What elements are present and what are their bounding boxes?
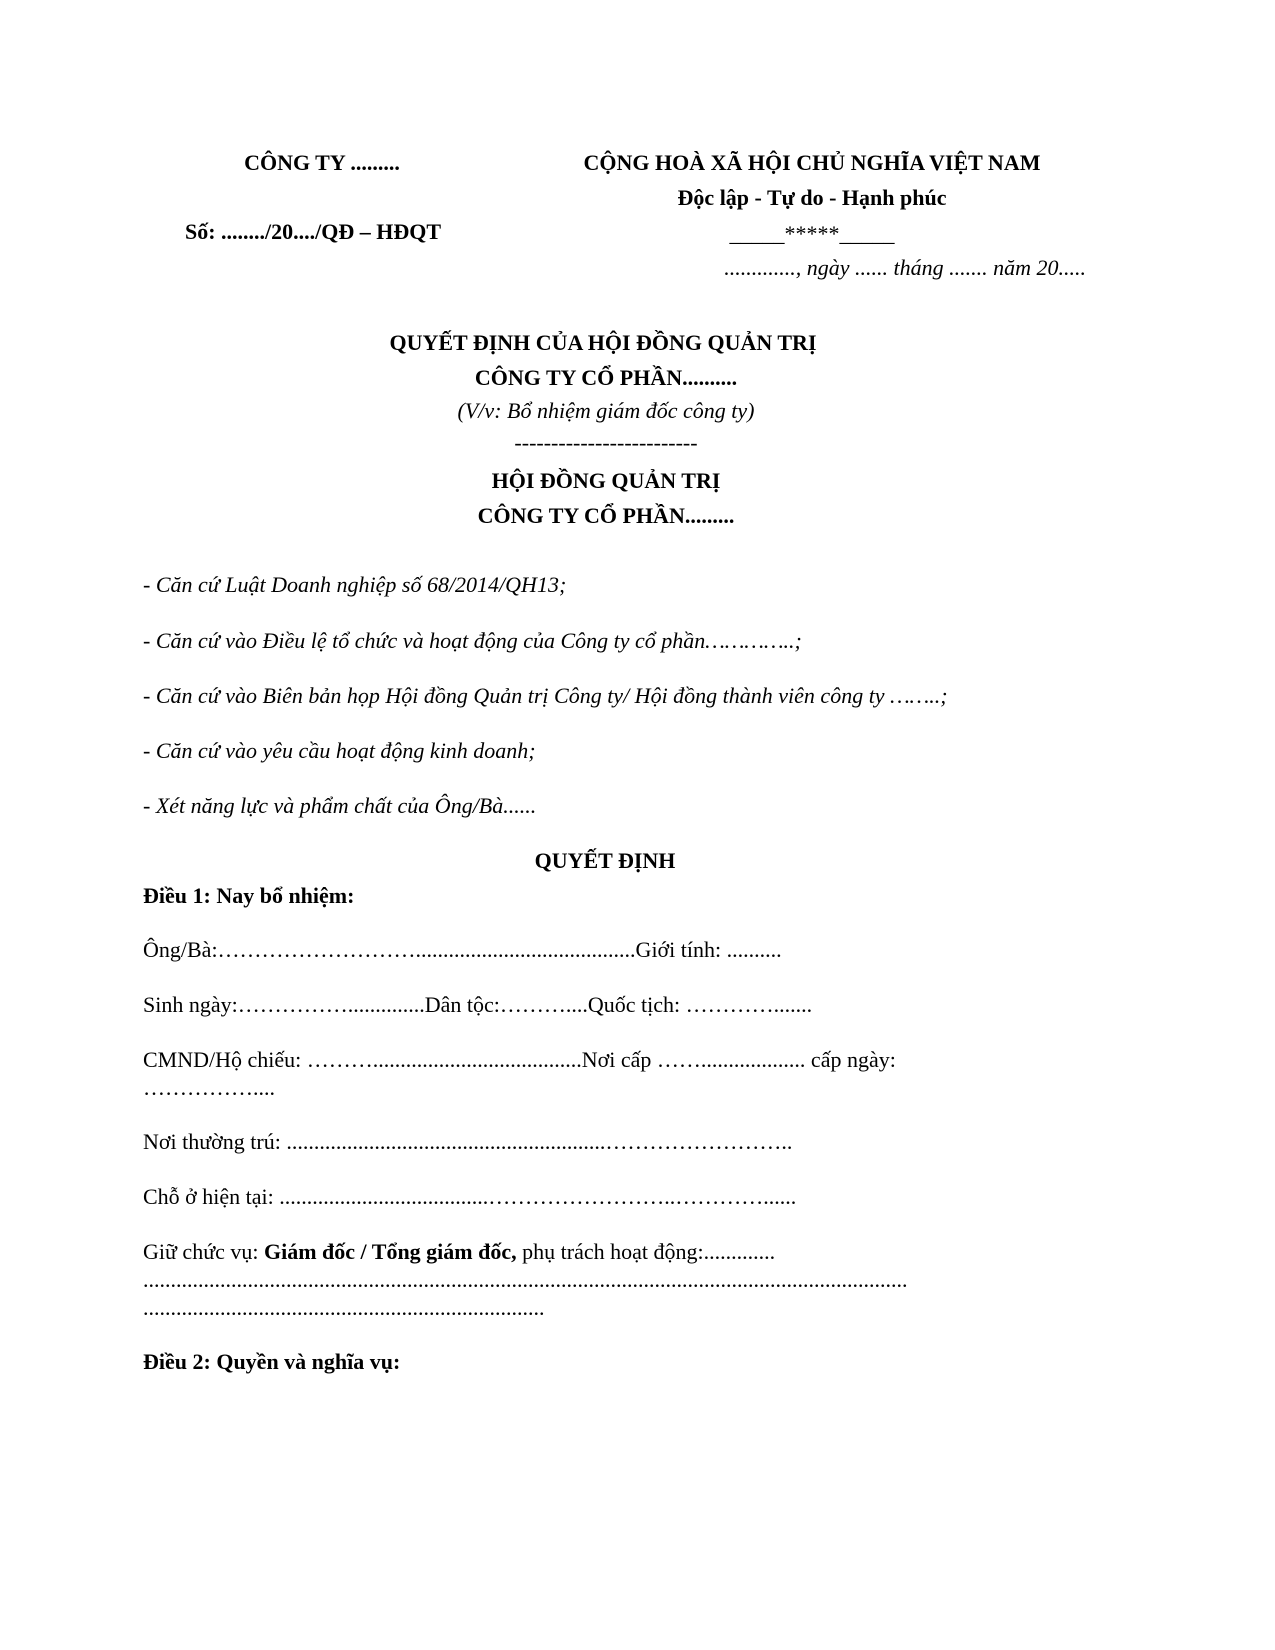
company-name: CÔNG TY ......... [244,150,400,175]
header-separator: _____*****_____ [729,221,895,246]
dotted-line: ......................................................................... [143,1295,545,1320]
motto: Độc lập - Tự do - Hạnh phúc [677,185,947,210]
basis-item: - Xét năng lực và phẩm chất của Ông/Bà...... [143,793,537,818]
basis-item: - Căn cứ vào Điều lệ tổ chức và hoạt động của Công ty cổ phần…………..; [143,628,802,653]
dotted-line: ........................................................................................................................................... [143,1267,908,1292]
current-address-field: Chỗ ở hiện tại: ......................................……………………..…………...... [143,1184,797,1209]
issuer-company: CÔNG TY CỔ PHẦN......... [477,503,735,528]
article1-heading: Điều 1: Nay bổ nhiệm: [143,883,355,908]
name-field: Ông/Bà:………………………........................................Giới tính: .......... [143,937,782,962]
decision-number: Số: ......../20..../QĐ – HĐQT [185,219,442,244]
basis-item: - Căn cứ vào yêu cầu hoạt động kinh doanh; [143,738,536,763]
position-suffix: phụ trách hoạt động:............. [516,1239,776,1264]
document-subject: (V/v: Bổ nhiệm giám đốc công ty) [457,398,755,423]
position-field [143,1239,775,1265]
decision-heading: QUYẾT ĐỊNH [534,848,676,873]
issuer-title: HỘI ĐỒNG QUẢN TRỊ [491,468,721,493]
basis-item: - Căn cứ vào Biên bản họp Hội đồng Quản trị Công ty/ Hội đồng thành viên công ty ……..; [143,683,948,708]
position-title: Giám đốc / Tổng giám đốc, [264,1239,517,1264]
nation-title: CỘNG HOÀ XÃ HỘI CHỦ NGHĨA VIỆT NAM [583,150,1041,175]
date-line: ............., ngày ...... tháng ....... năm 20..... [724,255,1086,280]
document-title: QUYẾT ĐỊNH CỦA HỘI ĐỒNG QUẢN TRỊ [389,330,817,355]
document-title-company: CÔNG TY CỔ PHẦN.......... [474,365,738,390]
position-prefix: Giữ chức vụ: [143,1239,264,1264]
residence-field: Nơi thường trú: ..........................................................…………………….. [143,1129,793,1154]
basis-item: - Căn cứ Luật Doanh nghiệp số 68/2014/QH13; [143,572,567,597]
id-field: CMND/Hộ chiếu: ………......................................Nơi cấp ……................... cấp ngày: [143,1047,896,1072]
birth-field: Sinh ngày:……………..............Dân tộc:………....Quốc tịch: …………....... [143,992,813,1017]
id-field-continued: …………….... [143,1075,275,1100]
article2-heading: Điều 2: Quyền và nghĩa vụ: [143,1349,401,1374]
title-divider: ------------------------- [514,430,698,455]
